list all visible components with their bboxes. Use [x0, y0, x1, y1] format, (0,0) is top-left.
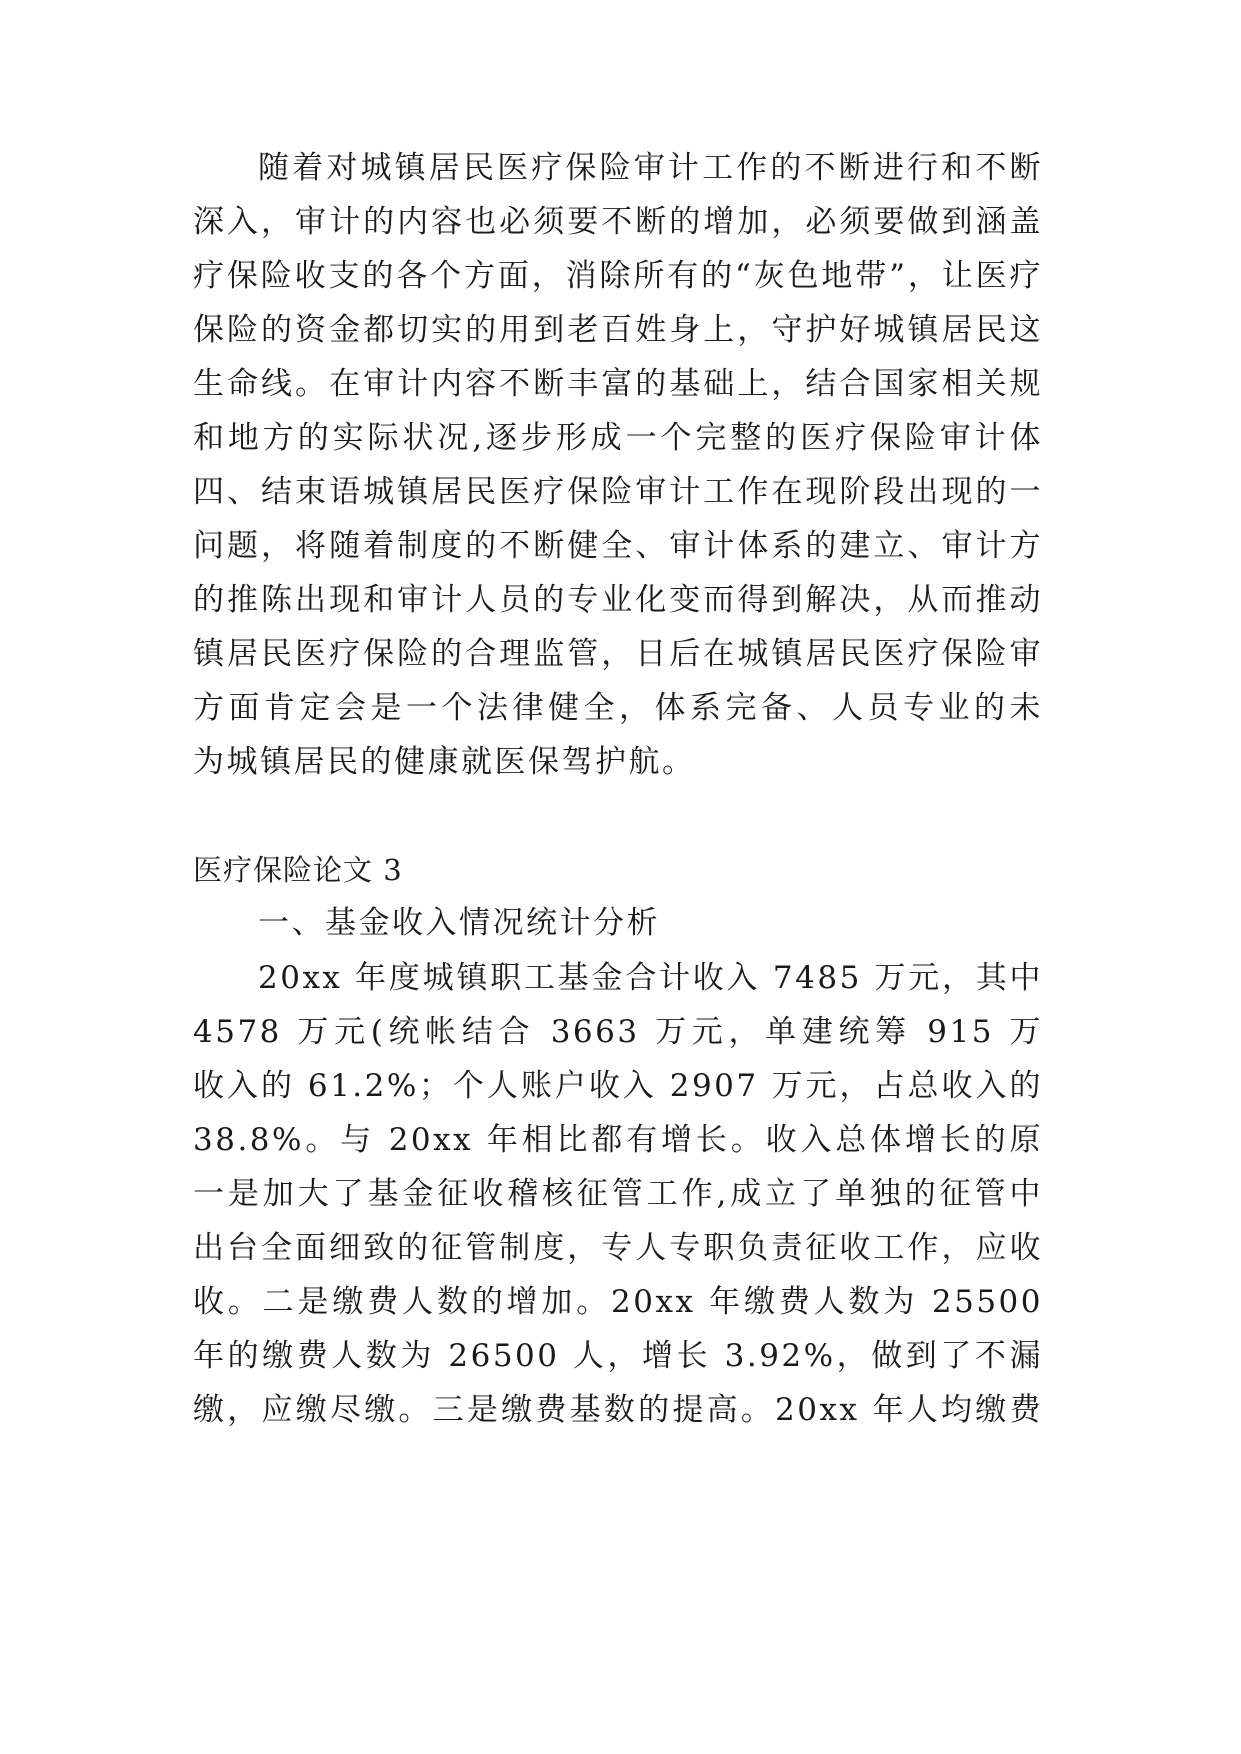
text-line: 年的缴费人数为 26500 人，增长 3.92%，做到了不漏	[193, 1338, 1043, 1374]
text-line: 随着对城镇居民医疗保险审计工作的不断进行和不断	[258, 150, 1043, 186]
text-line: 缴，应缴尽缴。三是缴费基数的提高。20xx 年人均缴费	[193, 1392, 1043, 1428]
section-subtitle: 一、基金收入情况统计分析	[258, 905, 660, 941]
text-line: 保险的资金都切实的用到老百姓身上，守护好城镇居民这	[193, 312, 1043, 348]
text-line: 镇居民医疗保险的合理监管，日后在城镇居民医疗保险审	[193, 636, 1043, 672]
text-line: 20xx 年度城镇职工基金合计收入 7485 万元，其中	[258, 960, 1043, 996]
text-line: 出台全面细致的征管制度，专人专职负责征收工作，应收	[193, 1230, 1043, 1266]
section-title: 医疗保险论文 3	[193, 853, 403, 887]
text-line: 一是加大了基金征收稽核征管工作,成立了单独的征管中	[193, 1176, 1043, 1212]
text-line: 生命线。在审计内容不断丰富的基础上，结合国家相关规	[193, 366, 1043, 402]
text-line: 深入，审计的内容也必须要不断的增加，必须要做到涵盖	[193, 204, 1043, 240]
text-line: 收入的 61.2%；个人账户收入 2907 万元，占总收入的	[193, 1068, 1043, 1104]
text-line: 4578 万元(统帐结合 3663 万元，单建统筹 915 万	[193, 1014, 1043, 1050]
text-line: 的推陈出现和审计人员的专业化变而得到解决，从而推动	[193, 582, 1043, 618]
text-line: 四、结束语城镇居民医疗保险审计工作在现阶段出现的一	[193, 474, 1043, 510]
text-line: 问题，将随着制度的不断健全、审计体系的建立、审计方	[193, 528, 1043, 564]
text-line: 方面肯定会是一个法律健全，体系完备、人员专业的未	[193, 690, 1043, 726]
text-line: 收。二是缴费人数的增加。20xx 年缴费人数为 25500	[193, 1284, 1043, 1320]
text-line: 为城镇居民的健康就医保驾护航。	[193, 744, 696, 780]
text-line: 38.8%。与 20xx 年相比都有增长。收入总体增长的原	[193, 1122, 1043, 1158]
text-line: 疗保险收支的各个方面，消除所有的“灰色地带”，让医疗	[193, 258, 1043, 294]
text-line: 和地方的实际状况,逐步形成一个完整的医疗保险审计体	[193, 420, 1043, 456]
